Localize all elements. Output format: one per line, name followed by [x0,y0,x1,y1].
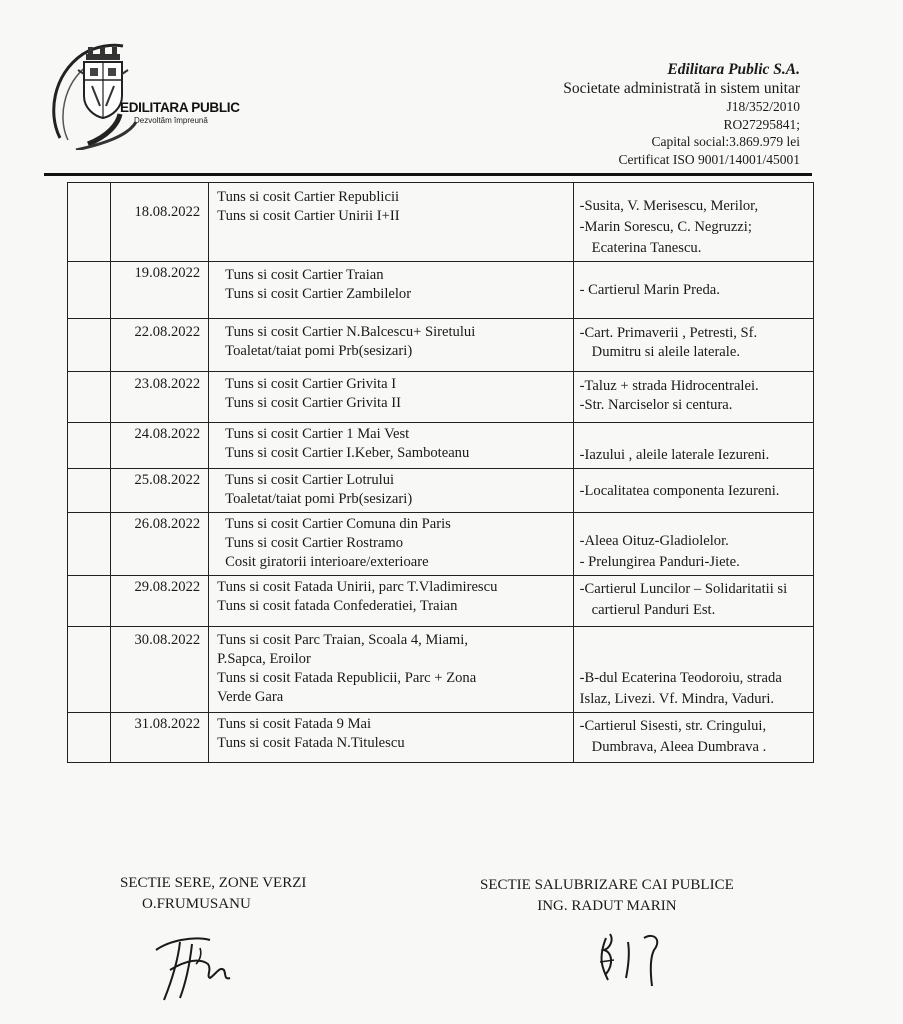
table-row [68,423,814,469]
street-line: -Str. Narciselor si centura. [579,397,733,413]
logo-wordmark: EDILITARA PUBLIC [120,100,240,115]
header-divider [44,173,812,176]
street-line: -Susita, V. Merisescu, Merilor, [579,198,759,214]
street-line: - Prelungirea Panduri-Jiete. [579,554,740,570]
date-cell: 25.08.2022 [111,469,209,513]
works-cell [209,183,573,262]
date-cell: 26.08.2022 [111,513,209,576]
street-line: -Cart. Primaverii , Petresti, Sf. [579,325,758,341]
street-line: -Marin Sorescu, C. Negruzzi; [579,219,752,235]
street-line: Islaz, Livezi. Vf. Mindra, Vaduri. [579,691,775,707]
date-cell: 23.08.2022 [111,372,209,423]
work-line: Tuns si cosit fatada Confederatiei, Traian [217,598,458,614]
company-reg: J18/352/2010 [726,99,800,114]
company-type: Societate administrată in sistem unitar [563,80,800,97]
date-cell: 22.08.2022 [111,319,209,372]
work-line: Toaletat/taiat pomi Prb(sesizari) [225,491,413,507]
work-line: Tuns si cosit Fatada Republicii, Parc + Zona [217,670,477,686]
blank-cell [68,183,111,262]
blank-cell [68,627,111,713]
blank-cell [68,319,111,372]
date-cell: 18.08.2022 [111,183,209,262]
street-line: - Cartierul Marin Preda. [579,282,720,298]
work-line: Tuns si cosit Cartier Zambilelor [225,286,412,302]
department-title: SECTIE SERE, ZONE VERZI [120,875,307,891]
work-line: Tuns si cosit Fatada 9 Mai [217,716,372,732]
work-line: Tuns si cosit Fatada Unirii, parc T.Vladimirescu [217,579,498,595]
streets-cell [573,372,813,423]
work-line: Toaletat/taiat pomi Prb(sesizari) [225,343,413,359]
work-line: Tuns si cosit Parc Traian, Scoala 4, Miami, [217,632,468,648]
table-row [68,183,814,262]
department-title: SECTIE SALUBRIZARE CAI PUBLICE [480,877,734,893]
street-line: -B-dul Ecaterina Teodoroiu, strada [579,670,782,686]
work-line: Tuns si cosit Cartier Lotrului [225,472,395,488]
date-cell: 19.08.2022 [111,262,209,319]
table-row [68,713,814,763]
street-line: Ecaterina Tanescu. [591,240,702,256]
work-line: Verde Gara [217,689,284,705]
streets-cell [573,713,813,763]
streets-cell [573,627,813,713]
signatory-name: O.FRUMUSANU [142,896,251,912]
logo-tagline: Dezvoltăm împreună [134,116,208,125]
street-line: -Cartierul Sisesti, str. Cringului, [579,718,767,734]
street-line: -Taluz + strada Hidrocentralei. [579,378,759,394]
streets-cell [573,576,813,627]
streets-cell [573,513,813,576]
blank-cell [68,262,111,319]
streets-cell [573,319,813,372]
work-line: Tuns si cosit Cartier Republicii [217,189,400,205]
street-line: cartierul Panduri Est. [591,602,716,618]
table-row [68,513,814,576]
street-line: Dumitru si aleile laterale. [591,344,740,360]
date-cell: 24.08.2022 [111,423,209,469]
handwritten-signature-left [150,930,240,1005]
streets-cell [573,262,813,319]
blank-cell [68,423,111,469]
works-cell [209,469,573,513]
street-line: -Aleea Oituz-Gladiolelor. [579,533,729,549]
works-cell [209,713,573,763]
streets-cell [573,423,813,469]
works-cell [209,262,573,319]
streets-cell [573,183,813,262]
street-line: Dumbrava, Aleea Dumbrava . [591,739,767,755]
work-line: Tuns si cosit Cartier Grivita I [225,376,397,392]
coat-of-arms-icon [48,40,248,150]
company-cif: RO27295841; [723,116,800,132]
blank-cell [68,513,111,576]
handwritten-signature-right [592,928,672,998]
blank-cell [68,576,111,627]
schedule-table [67,182,814,763]
work-line: Tuns si cosit Cartier Comuna din Paris [225,516,451,532]
street-line: -Localitatea componenta Iezureni. [579,482,780,499]
date-cell: 29.08.2022 [111,576,209,627]
table-row [68,262,814,319]
work-line: Cosit giratorii interioare/exterioare [225,554,429,570]
company-name: Edilitara Public S.A. [667,61,800,78]
date-cell: 31.08.2022 [111,713,209,763]
date-cell: 30.08.2022 [111,627,209,713]
blank-cell [68,469,111,513]
works-cell [209,319,573,372]
works-cell [209,627,573,713]
company-iso: Certificat ISO 9001/14001/45001 [618,151,800,167]
work-line: Tuns si cosit Cartier I.Keber, Samboteanu [225,445,470,461]
work-line: P.Sapca, Eroilor [217,651,311,667]
street-line: -Cartierul Luncilor – Solidaritatii si [579,581,788,597]
work-line: Tuns si cosit Cartier Rostramo [225,535,404,551]
street-line: -Iazului , aleile laterale Iezureni. [579,447,770,463]
work-line: Tuns si cosit Cartier 1 Mai Vest [225,426,410,442]
work-line: Tuns si cosit Cartier N.Balcescu+ Siretului [225,324,476,340]
work-line: Tuns si cosit Cartier Traian [225,267,384,283]
works-cell [209,372,573,423]
table-row [68,372,814,423]
works-cell [209,513,573,576]
table-row [68,576,814,627]
company-info [563,60,800,168]
signature-block-left [120,873,306,915]
work-line: Tuns si cosit Fatada N.Titulescu [217,735,405,751]
works-cell [209,576,573,627]
table-row [68,469,814,513]
company-logo [48,40,248,150]
works-cell [209,423,573,469]
table-row [68,319,814,372]
work-line: Tuns si cosit Cartier Grivita II [225,395,401,411]
company-capital: Capital social:3.869.979 lei [651,134,800,149]
work-line: Tuns si cosit Cartier Unirii I+II [217,208,400,224]
blank-cell [68,372,111,423]
signatory-name: ING. RADUT MARIN [537,898,677,914]
streets-cell [573,469,813,513]
signature-block-right [480,875,734,917]
blank-cell [68,713,111,763]
table-row [68,627,814,713]
